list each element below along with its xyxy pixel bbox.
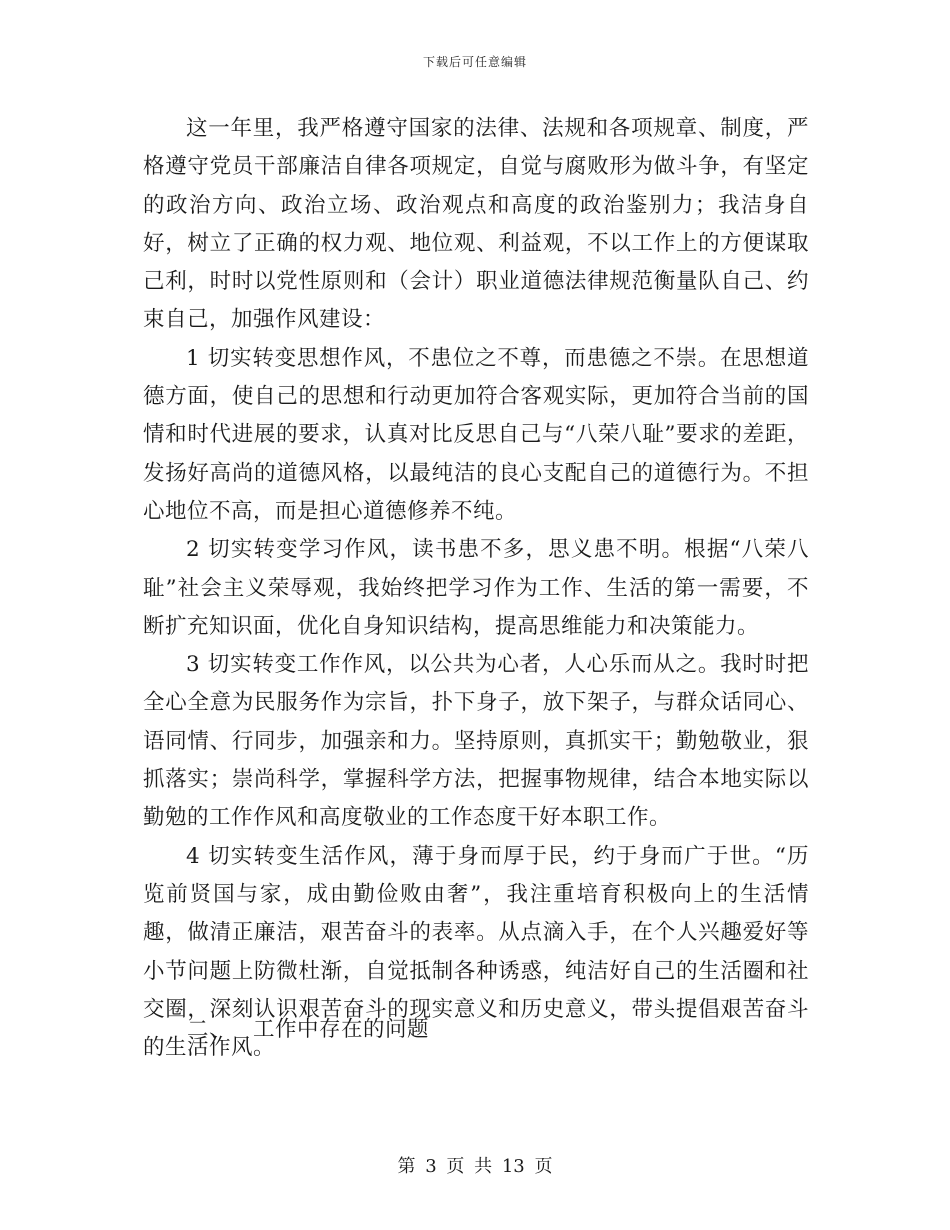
paragraph-item-3: 3 切实转变工作作风，以公共为心者，人心乐而从之。我时时把全心全意为民服务作为宗旨，扑下身子，放下架子，与群众话同心、语同情、行同步，加强亲和力。坚持原则，真抓实干；勤勉敬业，狠抓落实；崇尚科学，掌握科学方法，把握事物规律，结合本地实际以勤勉的工作作风和高度敬业的工作态度干好本职工作。: [143, 652, 809, 831]
document-body: [143, 110, 809, 1067]
page-header: 下载后可任意编辑: [422, 55, 527, 69]
paragraph-intro: 这一年里，我严格遵守国家的法律、法规和各项规章、制度，严格遵守党员干部廉洁自律各项规定，自觉与腐败形为做斗争，有坚定的政治方向、政治立场、政治观点和高度的政治鉴别力；我洁身自好，树立了正确的权力观、地位观、利益观，不以工作上的方便谋取己利，时时以党性原则和（会计）职业道德法律规范衡量队自己、约束自己，加强作风建设：: [143, 116, 809, 333]
section-title: 工作中存在的问题: [253, 1017, 430, 1042]
section-number: 二、: [187, 1017, 232, 1042]
paragraph-item-1: 1 切实转变思想作风，不患位之不尊，而患德之不崇。在思想道德方面，使自己的思想和行动更加符合客观实际，更加符合当前的国情和时代进展的要求，认真对比反思自己与“八荣八耻”要求的差距，发扬好高尚的道德风格，以最纯洁的良心支配自己的道德行为。不担心地位不高，而是担心道德修养不纯。: [143, 345, 809, 524]
paragraph-item-2: 2 切实转变学习作风，读书患不多，思义患不明。根据“八荣八耻”社会主义荣辱观，我始终把学习作为工作、生活的第一需要，不断扩充知识面，优化自身知识结构，提高思维能力和决策能力。: [143, 537, 809, 639]
paragraph-item-4: 4 切实转变生活作风，薄于身而厚于民，约于身而广于世。“历览前贤国与家，成由勤俭败由奢”，我注重培育积极向上的生活情趣，做清正廉洁，艰苦奋斗的表率。从点滴入手，在个人兴趣爱好等小节问题上防微杜渐，自觉抵制各种诱惑，纯洁好自己的生活圈和社交圈，深刻认识艰苦奋斗的现实意义和历史意义，带头提倡艰苦奋斗的生活作风。: [143, 843, 809, 1061]
page-footer: 第 3 页 共 13 页: [397, 1156, 553, 1177]
section-heading: [187, 1012, 429, 1043]
